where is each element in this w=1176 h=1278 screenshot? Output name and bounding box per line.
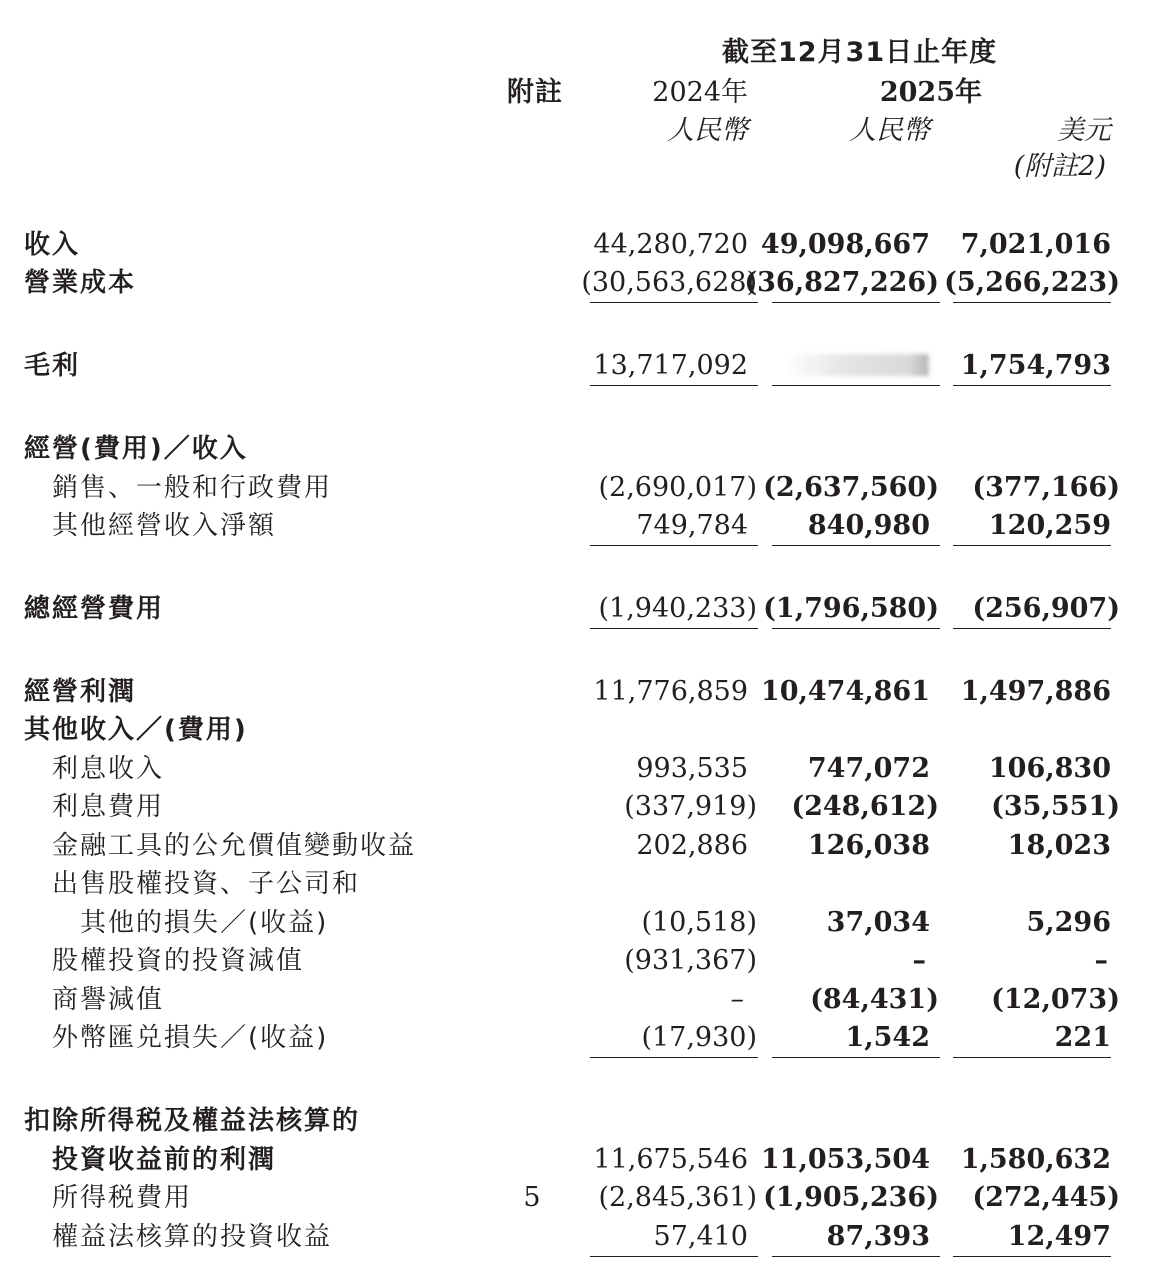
row-label: 經營利潤 — [24, 677, 137, 707]
table-row — [0, 347, 1176, 385]
value-2025-rmb: 49,098,667 — [760, 229, 930, 260]
row-label: 商譽減值 — [52, 985, 165, 1015]
value-2025-rmb: (36,827,226) — [744, 267, 939, 298]
redacted-value — [790, 354, 930, 376]
value-2025-usd: 120,259 — [988, 510, 1111, 541]
value-2025-rmb: 87,393 — [826, 1221, 930, 1252]
table-row — [0, 750, 1176, 788]
currency-rmb-2025: 人民幣 — [849, 115, 930, 146]
year-2024-header: 2024年 — [652, 77, 748, 108]
year-2025-header: 2025年 — [879, 77, 982, 108]
value-2024-rmb: 202,886 — [636, 830, 748, 861]
value-2025-rmb: (2,637,560) — [763, 472, 939, 503]
row-label: 收入 — [24, 230, 81, 260]
value-2025-usd: (12,073) — [991, 984, 1120, 1015]
table-row — [0, 226, 1176, 264]
value-2024-rmb: – — [730, 984, 744, 1015]
row-label: 毛利 — [24, 351, 81, 381]
row-label: 出售股權投資、子公司和 — [52, 869, 361, 899]
usd-note: (附註2) — [1013, 151, 1106, 182]
value-2025-rmb: 37,034 — [826, 907, 930, 938]
row-label: 銷售、一般和行政費用 — [52, 473, 333, 503]
row-label: 利息費用 — [52, 792, 165, 822]
value-2024-rmb: (17,930) — [641, 1022, 757, 1053]
value-2025-usd: (256,907) — [972, 593, 1120, 624]
underline — [590, 1256, 758, 1257]
row-label: 經營(費用)／收入 — [24, 434, 248, 464]
row-label: 投資收益前的利潤 — [52, 1145, 277, 1175]
row-label: 其他收入／(費用) — [24, 715, 248, 745]
table-row — [0, 1218, 1176, 1256]
value-2024-rmb: 11,776,859 — [593, 676, 748, 707]
underline — [772, 1057, 940, 1058]
table-row — [0, 469, 1176, 507]
value-2025-rmb: (84,431) — [810, 984, 939, 1015]
underline — [953, 385, 1111, 386]
table-row — [0, 1019, 1176, 1057]
value-2024-rmb: (1,940,233) — [598, 593, 757, 624]
underline — [953, 302, 1111, 303]
value-2024-rmb: (337,919) — [624, 791, 757, 822]
table-row — [0, 981, 1176, 1019]
currency-usd: 美元 — [1057, 115, 1111, 146]
table-row — [0, 673, 1176, 711]
underline — [953, 1256, 1111, 1257]
value-2024-rmb: (10,518) — [641, 907, 757, 938]
underline — [772, 545, 940, 546]
table-row — [0, 1141, 1176, 1179]
underline — [953, 628, 1111, 629]
section-heading — [0, 711, 1176, 749]
underline — [772, 385, 940, 386]
row-label: 利息收入 — [52, 754, 165, 784]
value-2024-rmb: 749,784 — [636, 510, 748, 541]
underline — [590, 385, 758, 386]
row-label: 扣除所得税及權益法核算的 — [24, 1106, 361, 1136]
row-label: 權益法核算的投資收益 — [52, 1222, 333, 1252]
value-2025-rmb: (248,612) — [791, 791, 939, 822]
value-2025-usd: 12,497 — [1007, 1221, 1111, 1252]
note-reference: 5 — [523, 1182, 541, 1213]
underline — [772, 628, 940, 629]
value-2024-rmb: 44,280,720 — [593, 229, 748, 260]
row-label: 金融工具的公允價值變動收益 — [52, 831, 417, 861]
table-row — [0, 590, 1176, 628]
value-2024-rmb: 993,535 — [636, 753, 748, 784]
value-2025-usd: 7,021,016 — [960, 229, 1111, 260]
value-2025-usd: (377,166) — [972, 472, 1120, 503]
note-column-header: 附註 — [507, 77, 563, 108]
value-2025-rmb: (1,905,236) — [763, 1182, 939, 1213]
value-2024-rmb: (931,367) — [624, 945, 757, 976]
table-row — [0, 865, 1176, 903]
underline — [953, 545, 1111, 546]
value-2025-usd: 221 — [1054, 1022, 1111, 1053]
value-2025-rmb: (1,796,580) — [763, 593, 939, 624]
value-2025-usd: – — [1094, 945, 1108, 976]
value-2024-rmb: (2,845,361) — [598, 1182, 757, 1213]
underline — [590, 628, 758, 629]
value-2025-rmb: – — [912, 945, 926, 976]
value-2024-rmb: (30,563,628) — [581, 267, 757, 298]
value-2024-rmb: 57,410 — [653, 1221, 748, 1252]
underline — [590, 1057, 758, 1058]
value-2025-usd: 18,023 — [1007, 830, 1111, 861]
value-2024-rmb: 13,717,092 — [593, 350, 748, 381]
period-header: 截至12月31日止年度 — [722, 37, 998, 68]
row-label: 股權投資的投資減值 — [52, 946, 305, 976]
value-2025-usd: 1,580,632 — [960, 1144, 1111, 1175]
value-2025-usd: (272,445) — [972, 1182, 1120, 1213]
value-2025-rmb: 1,542 — [845, 1022, 930, 1053]
table-row — [0, 264, 1176, 302]
value-2025-usd: (5,266,223) — [944, 267, 1120, 298]
row-label: 營業成本 — [24, 268, 137, 298]
row-label: 總經營費用 — [24, 594, 165, 624]
row-label: 外幣匯兑損失／(收益) — [52, 1023, 329, 1053]
table-row — [0, 942, 1176, 980]
underline — [772, 302, 940, 303]
underline — [772, 1256, 940, 1257]
value-2025-usd: 5,296 — [1026, 907, 1111, 938]
value-2025-rmb: 126,038 — [807, 830, 930, 861]
value-2025-usd: (35,551) — [991, 791, 1120, 822]
value-2025-rmb: 747,072 — [807, 753, 930, 784]
row-label: 其他的損失／(收益) — [80, 908, 329, 938]
value-2025-rmb: 10,474,861 — [760, 676, 930, 707]
table-row — [0, 904, 1176, 942]
table-row — [0, 827, 1176, 865]
underline — [590, 545, 758, 546]
currency-rmb-2024: 人民幣 — [667, 115, 748, 146]
table-row — [0, 788, 1176, 826]
underline — [953, 1057, 1111, 1058]
value-2024-rmb: 11,675,546 — [593, 1144, 748, 1175]
value-2025-usd: 1,754,793 — [960, 350, 1111, 381]
value-2025-usd: 106,830 — [988, 753, 1111, 784]
value-2024-rmb: (2,690,017) — [598, 472, 757, 503]
table-row — [0, 507, 1176, 545]
row-label: 其他經營收入淨額 — [52, 511, 277, 541]
table-row — [0, 1179, 1176, 1217]
section-heading — [0, 430, 1176, 468]
value-2025-rmb: 840,980 — [807, 510, 930, 541]
value-2025-usd: 1,497,886 — [960, 676, 1111, 707]
row-label: 所得税費用 — [52, 1183, 193, 1213]
underline — [590, 302, 758, 303]
section-heading — [0, 1102, 1176, 1140]
value-2025-rmb: 11,053,504 — [760, 1144, 930, 1175]
